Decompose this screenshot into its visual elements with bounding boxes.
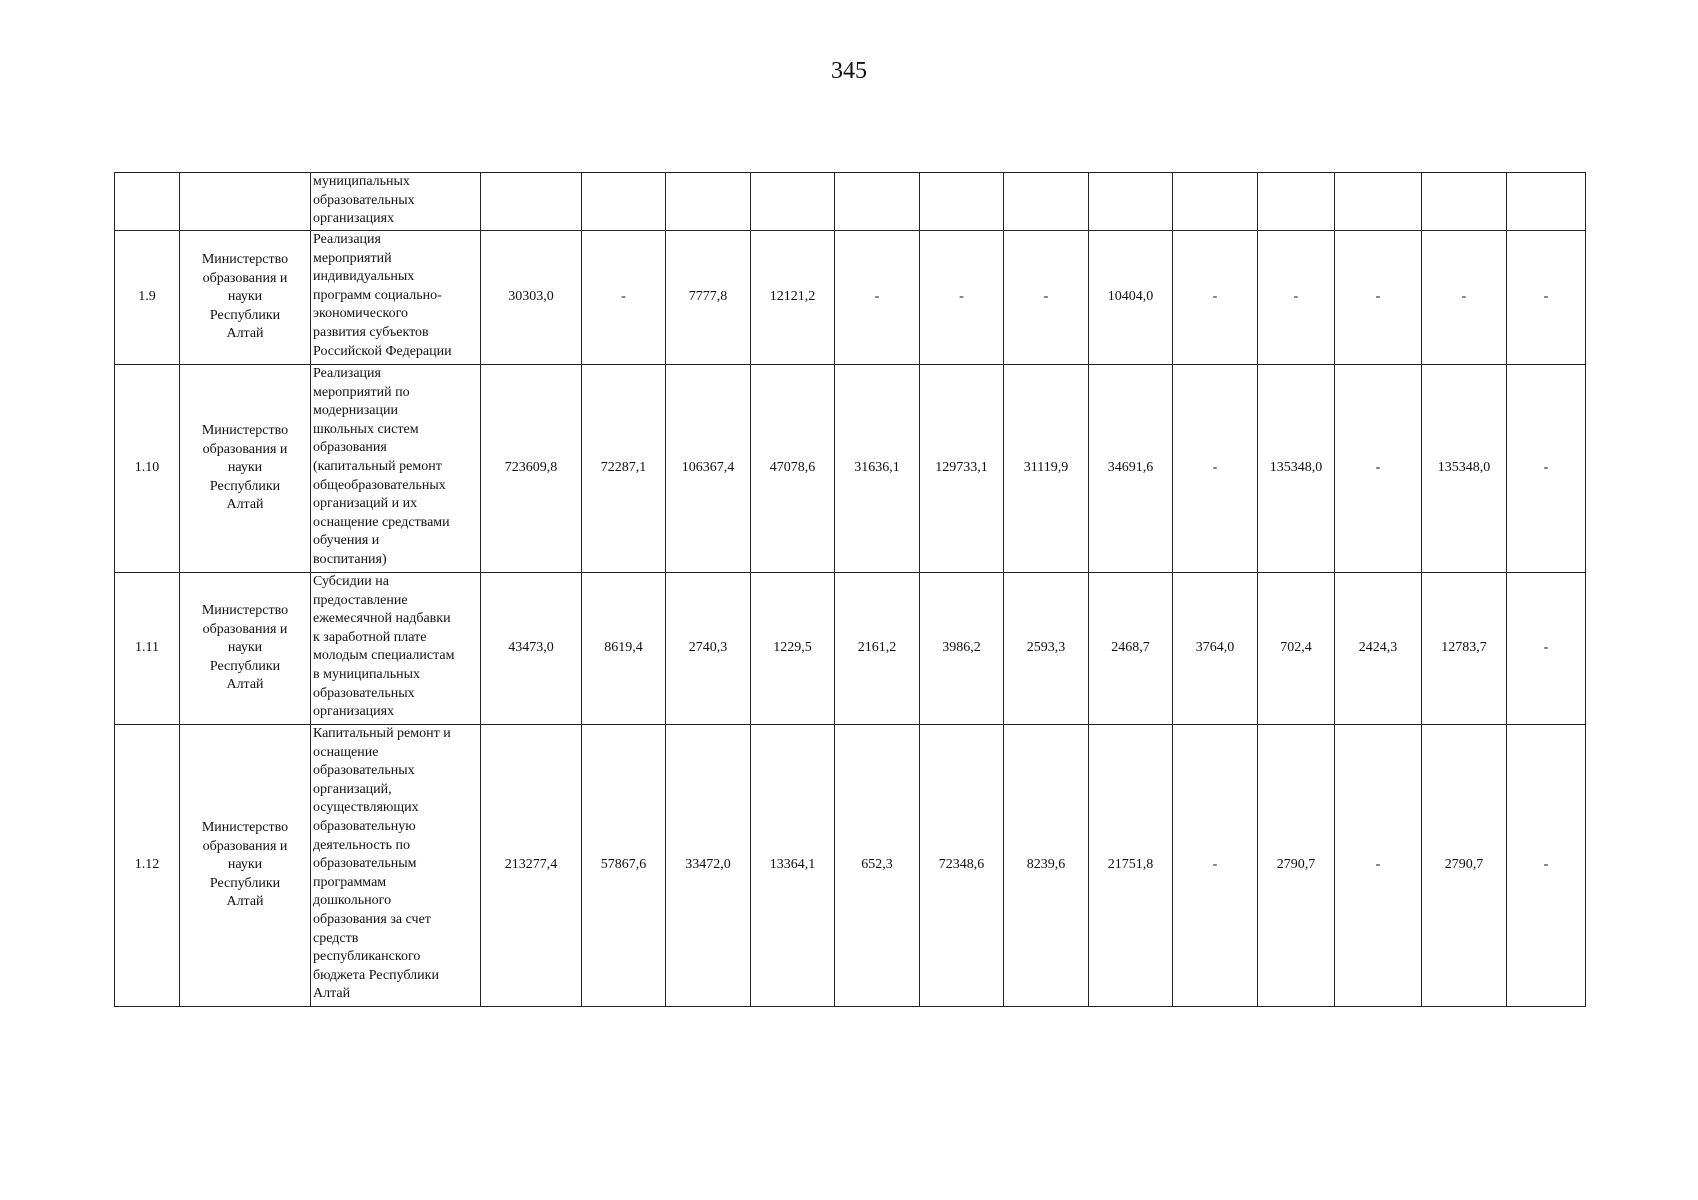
value-cell: 2468,7 xyxy=(1089,573,1173,725)
executor-cell xyxy=(180,365,311,573)
activity-description-line: молодым специалистам xyxy=(313,648,455,664)
activity-description-line: индивидуальных xyxy=(313,269,415,285)
value-cell: 1229,5 xyxy=(751,573,835,725)
value-cell: - xyxy=(582,231,666,365)
executor-line: образования и xyxy=(202,621,288,637)
value-cell: - xyxy=(920,231,1004,365)
executor-line: Алтай xyxy=(226,326,264,342)
executor-line: Республики xyxy=(209,307,281,323)
activity-description-line: Субсидии на xyxy=(313,574,389,589)
executor-line: образования и xyxy=(202,270,288,286)
activity-description-line: оснащение средствами xyxy=(313,514,450,530)
row-number-cell: 1.9 xyxy=(115,231,180,365)
executor-line: Республики xyxy=(209,478,281,494)
executor-line: Министерство xyxy=(201,423,289,439)
value-cell xyxy=(1422,173,1507,231)
value-cell xyxy=(1004,173,1089,231)
activity-description-line: ежемесячной надбавки xyxy=(313,611,451,627)
table-row xyxy=(115,231,1586,365)
activity-description-line: образования за счет xyxy=(313,911,431,927)
value-cell: 13364,1 xyxy=(751,725,835,1007)
activity-description-line: средств xyxy=(313,930,359,946)
value-cell: 10404,0 xyxy=(1089,231,1173,365)
value-cell: - xyxy=(1507,725,1586,1007)
activity-description-line: воспитания) xyxy=(313,551,387,567)
value-cell: - xyxy=(1335,365,1422,573)
activity-description-line: осуществляющих xyxy=(313,800,419,816)
activity-description-line: общеобразовательных xyxy=(313,477,446,493)
value-cell xyxy=(1507,173,1586,231)
value-cell: 213277,4 xyxy=(481,725,582,1007)
value-cell xyxy=(666,173,751,231)
executor-cell xyxy=(180,231,311,365)
value-cell: 3764,0 xyxy=(1173,573,1258,725)
table-row xyxy=(115,725,1586,1007)
executor-line: Министерство xyxy=(201,603,289,619)
value-cell: - xyxy=(1335,231,1422,365)
activity-description-line: муниципальных xyxy=(313,174,410,189)
value-cell: 47078,6 xyxy=(751,365,835,573)
value-cell: - xyxy=(1422,231,1507,365)
executor-cell xyxy=(180,725,311,1007)
activity-description-line: школьных систем xyxy=(313,421,419,437)
activity-description-line: Алтай xyxy=(313,986,351,1002)
executor-line: образования и xyxy=(202,838,288,854)
activity-description-line: мероприятий по xyxy=(313,384,410,400)
value-cell: 33472,0 xyxy=(666,725,751,1007)
executor-line: Республики xyxy=(209,658,281,674)
value-cell: 8239,6 xyxy=(1004,725,1089,1007)
activity-description-line: организациях xyxy=(313,704,395,720)
table-row xyxy=(115,173,1586,231)
value-cell: 723609,8 xyxy=(481,365,582,573)
executor-line: Республики xyxy=(209,875,281,891)
value-cell xyxy=(920,173,1004,231)
activity-description-cell xyxy=(311,365,481,573)
activity-description-line: республиканского xyxy=(313,949,421,965)
executor-line: Алтай xyxy=(226,497,264,513)
value-cell xyxy=(1173,173,1258,231)
activity-description-line: образовательных xyxy=(313,763,415,779)
value-cell xyxy=(582,173,666,231)
budget-table xyxy=(114,172,1586,1007)
activity-description-line: (капитальный ремонт xyxy=(313,458,442,474)
value-cell: 2593,3 xyxy=(1004,573,1089,725)
executor-line: науки xyxy=(227,857,263,873)
activity-description-cell xyxy=(311,725,481,1007)
value-cell: - xyxy=(1173,365,1258,573)
executor-cell xyxy=(180,573,311,725)
value-cell: 106367,4 xyxy=(666,365,751,573)
value-cell: 2161,2 xyxy=(835,573,920,725)
value-cell: 43473,0 xyxy=(481,573,582,725)
executor-line: Министерство xyxy=(201,252,289,268)
activity-description-line: Капитальный ремонт и xyxy=(313,726,451,741)
value-cell: - xyxy=(1335,725,1422,1007)
value-cell: - xyxy=(1507,231,1586,365)
value-cell: 2740,3 xyxy=(666,573,751,725)
activity-description-line: Реализация xyxy=(313,232,381,247)
activity-description-line: экономического xyxy=(313,306,408,322)
value-cell: 2790,7 xyxy=(1258,725,1335,1007)
activity-description-line: образовательную xyxy=(313,818,416,834)
activity-description-cell xyxy=(311,573,481,725)
executor-cell xyxy=(180,173,311,231)
activity-description-cell xyxy=(311,173,481,231)
value-cell: 135348,0 xyxy=(1422,365,1507,573)
value-cell: 702,4 xyxy=(1258,573,1335,725)
activity-description-line: организациях xyxy=(313,211,395,227)
value-cell: 72348,6 xyxy=(920,725,1004,1007)
activity-description-line: предоставление xyxy=(313,592,408,608)
activity-description-line: дошкольного xyxy=(313,893,392,909)
executor-line: науки xyxy=(227,460,263,476)
activity-description-line: модернизации xyxy=(313,403,398,419)
value-cell xyxy=(1089,173,1173,231)
table-row xyxy=(115,573,1586,725)
executor-line: науки xyxy=(227,289,263,305)
row-number-cell: 1.12 xyxy=(115,725,180,1007)
value-cell: - xyxy=(1507,365,1586,573)
activity-description-line: бюджета Республики xyxy=(313,967,439,983)
activity-description-line: обучения и xyxy=(313,533,380,549)
value-cell xyxy=(1258,173,1335,231)
activity-description-line: образовательным xyxy=(313,856,417,872)
value-cell xyxy=(835,173,920,231)
activity-description-line: к заработной плате xyxy=(313,629,427,645)
value-cell: 31119,9 xyxy=(1004,365,1089,573)
row-number-cell: 1.10 xyxy=(115,365,180,573)
executor-line: Алтай xyxy=(226,677,264,693)
page-number: 345 xyxy=(831,58,867,84)
activity-description-line: образования xyxy=(313,440,387,456)
value-cell: 34691,6 xyxy=(1089,365,1173,573)
activity-description-cell xyxy=(311,231,481,365)
executor-line: Алтай xyxy=(226,894,264,910)
value-cell: 12783,7 xyxy=(1422,573,1507,725)
activity-description-line: мероприятий xyxy=(313,250,392,266)
executor-line: образования и xyxy=(202,441,288,457)
value-cell: - xyxy=(835,231,920,365)
activity-description-line: образовательных xyxy=(313,192,415,208)
value-cell xyxy=(751,173,835,231)
value-cell: 72287,1 xyxy=(582,365,666,573)
value-cell: 129733,1 xyxy=(920,365,1004,573)
executor-line: науки xyxy=(227,640,263,656)
activity-description-line: оснащение xyxy=(313,744,379,760)
activity-description-line: деятельность по xyxy=(313,837,411,853)
row-number-cell xyxy=(115,173,180,231)
activity-description-line: организаций, xyxy=(313,781,392,797)
value-cell xyxy=(481,173,582,231)
value-cell: 2424,3 xyxy=(1335,573,1422,725)
activity-description-line: в муниципальных xyxy=(313,666,421,682)
activity-description-line: организаций и их xyxy=(313,496,418,512)
activity-description-line: Реализация xyxy=(313,366,381,381)
value-cell: 3986,2 xyxy=(920,573,1004,725)
value-cell: 57867,6 xyxy=(582,725,666,1007)
value-cell: 652,3 xyxy=(835,725,920,1007)
activity-description-line: развития субъектов xyxy=(313,324,429,340)
activity-description-line: Российской Федерации xyxy=(313,343,452,359)
value-cell xyxy=(1335,173,1422,231)
value-cell: 31636,1 xyxy=(835,365,920,573)
value-cell: - xyxy=(1004,231,1089,365)
value-cell: - xyxy=(1173,231,1258,365)
value-cell: 2790,7 xyxy=(1422,725,1507,1007)
activity-description-line: образовательных xyxy=(313,685,415,701)
table-row xyxy=(115,365,1586,573)
value-cell: 12121,2 xyxy=(751,231,835,365)
value-cell: 21751,8 xyxy=(1089,725,1173,1007)
value-cell: 30303,0 xyxy=(481,231,582,365)
value-cell: 7777,8 xyxy=(666,231,751,365)
activity-description-line: программам xyxy=(313,874,387,890)
value-cell: - xyxy=(1173,725,1258,1007)
value-cell: 8619,4 xyxy=(582,573,666,725)
value-cell: 135348,0 xyxy=(1258,365,1335,573)
executor-line: Министерство xyxy=(201,820,289,836)
row-number-cell: 1.11 xyxy=(115,573,180,725)
value-cell: - xyxy=(1507,573,1586,725)
value-cell: - xyxy=(1258,231,1335,365)
activity-description-line: программ социально- xyxy=(313,287,442,303)
